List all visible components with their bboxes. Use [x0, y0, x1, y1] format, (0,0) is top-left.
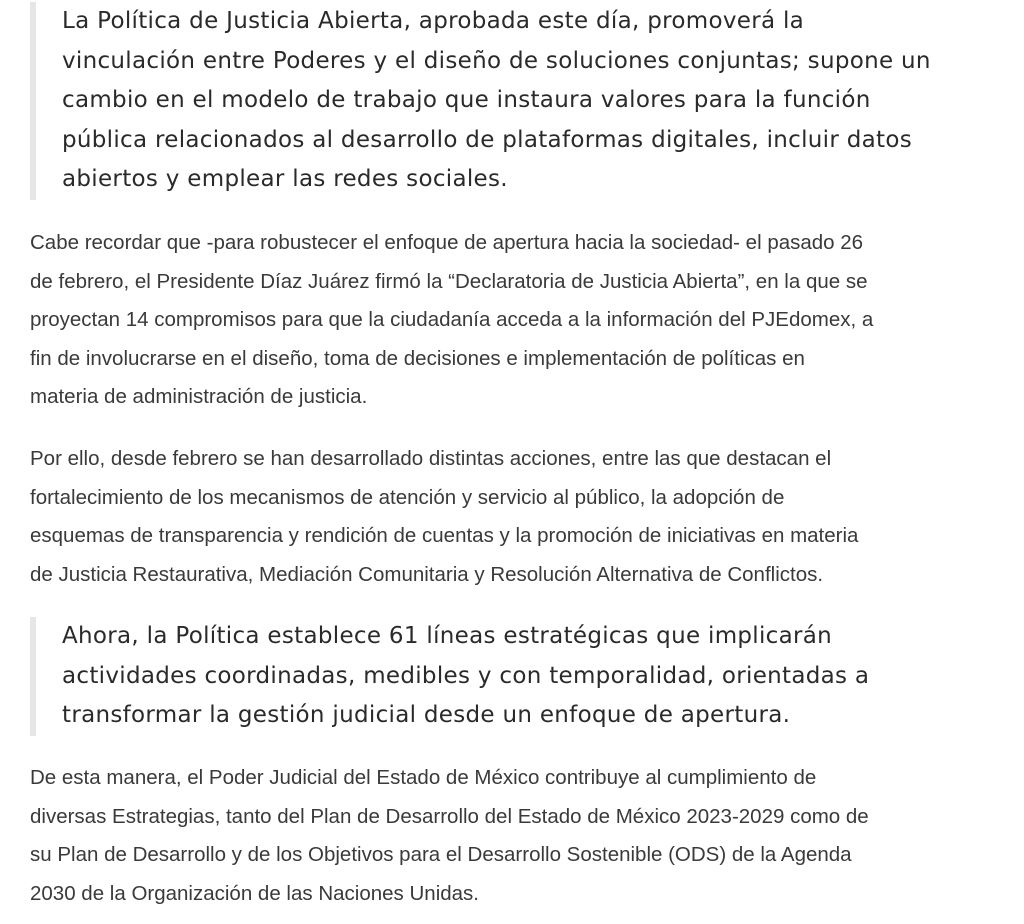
paragraph-declaratoria: [30, 224, 1010, 417]
quote-line: Ahora, la Política establece 61 líneas estratégicas que implicarán: [62, 623, 833, 649]
paragraph-line: Cabe recordar que -para robustecer el enfoque de apertura hacia la sociedad- el pasado 26: [30, 231, 864, 254]
paragraph-line: de Justicia Restaurativa, Mediación Comunitaria y Resolución Alternativa de Conflictos.: [30, 562, 824, 586]
blockquote-justicia-abierta: [30, 2, 1010, 200]
paragraph-line: 2030 de la Organización de las Naciones Unidas.: [30, 881, 479, 905]
paragraph-line: diversas Estrategias, tanto del Plan de Desarrollo del Estado de México 2023-2029 como de: [30, 804, 869, 828]
paragraph-line: De esta manera, el Poder Judicial del Estado de México contribuye al cumplimiento de: [30, 766, 817, 789]
paragraph-line: su Plan de Desarrollo y de los Objetivos para el Desarrollo Sostenible (ODS) de la Agenda: [30, 843, 852, 866]
paragraph-acciones: [30, 440, 1010, 594]
paragraph-estrategias: [30, 759, 1010, 913]
quote-line: actividades coordinadas, medibles y con temporalidad, orientadas a: [62, 662, 870, 689]
paragraph-line: Por ello, desde febrero se han desarrollado distintas acciones, entre las que destacan el: [30, 447, 832, 470]
quote-line: La Política de Justicia Abierta, aprobada este día, promoverá la: [62, 8, 805, 34]
quote-line: cambio en el modelo de trabajo que instaura valores para la función: [62, 87, 871, 113]
paragraph-line: de febrero, el Presidente Díaz Juárez firmó la “Declaratoria de Justicia Abierta”, en la que se: [30, 269, 868, 293]
quote-line: vinculación entre Poderes y el diseño de soluciones conjuntas; supone un: [62, 47, 931, 74]
paragraph-line: esquemas de transparencia y rendición de cuentas y la promoción de iniciativas en materia: [30, 524, 859, 547]
paragraph-line: fin de involucrarse en el diseño, toma de decisiones e implementación de políticas en: [30, 346, 805, 370]
paragraph-line: proyectan 14 compromisos para que la ciudadanía acceda a la información del PJEdomex, a: [30, 308, 874, 331]
blockquote-lineas-estrategicas: [30, 617, 1010, 736]
quote-line: transformar la gestión judicial desde un enfoque de apertura.: [62, 702, 791, 728]
quote-line: pública relacionados al desarrollo de plataformas digitales, incluir datos: [62, 126, 913, 153]
paragraph-line: materia de administración de justicia.: [30, 385, 368, 408]
quote-line: abiertos y emplear las redes sociales.: [62, 166, 508, 192]
paragraph-line: fortalecimiento de los mecanismos de atención y servicio al público, la adopción de: [30, 485, 785, 509]
